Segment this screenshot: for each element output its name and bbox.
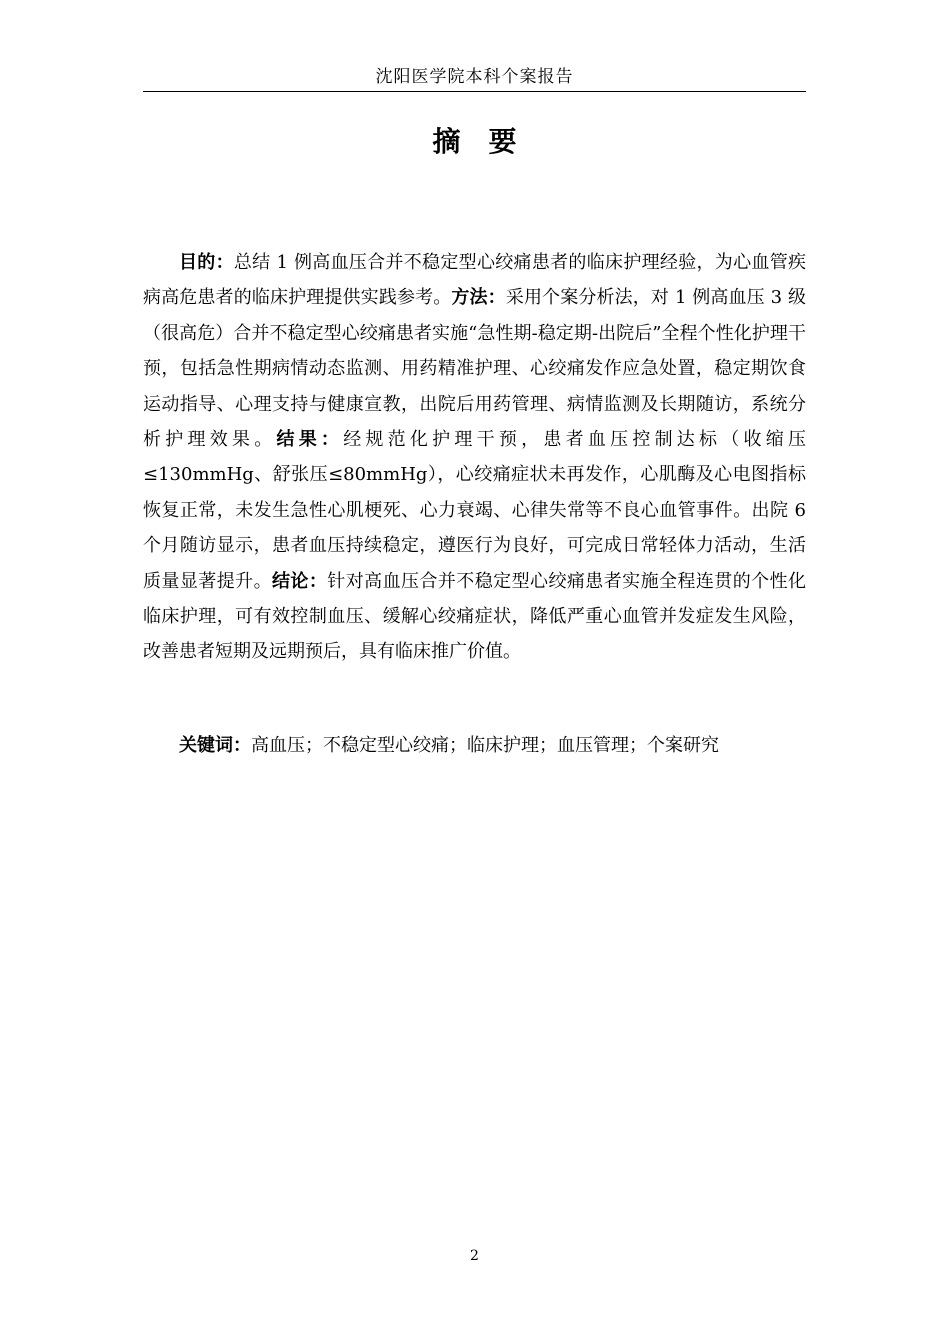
keywords-text: 高血压；不稳定型心绞痛；临床护理；血压管理；个案研究 xyxy=(251,735,719,756)
page-number: 2 xyxy=(470,1248,479,1264)
results-text: 经规范化护理干预，患者血压控制达标（收缩压≤130mmHg、舒张压≤80mmHg），心绞痛症状未再发作，心肌酶及心电图指标恢复正常，未发生急性心肌梗死、心力衰竭、心律失常等不良心血管事件。出院 6 个月随访显示，患者血压持续稳定，遵医行为良好，可完成日常轻体力活动，生活质量显著提升。 xyxy=(143,429,807,592)
title-char-1: 摘 xyxy=(432,125,461,158)
conclusion-label: 结论： xyxy=(272,570,328,592)
page-title xyxy=(143,124,806,160)
objective-label: 目的： xyxy=(179,252,234,273)
header-divider xyxy=(143,91,806,92)
objective-text: 总结 1 例高血压合并不稳定型心绞痛患者的临床护理经验，为心血管疾病高危患者的临床护理提供实践参考。 xyxy=(143,252,806,309)
methods-label: 方法： xyxy=(451,287,506,309)
running-header: 沈阳医学院本科个案报告 xyxy=(375,67,574,87)
keywords-label: 关键词： xyxy=(179,735,251,756)
methods-text: 采用个案分析法，对 1 例高血压 3 级（很高危）合并不稳定型心绞痛患者实施“急性期-稳定期-出院后”全程个性化护理干预，包括急性期病情动态监测、用药精准护理、心绞痛发作应急处置，稳定期饮食运动指导、心理支持与健康宣教，出院后用药管理、病情监测及长期随访，系统分析护理效果。 xyxy=(143,287,806,451)
results-label: 结果： xyxy=(276,429,344,451)
abstract-body xyxy=(143,245,806,670)
conclusion-text: 针对高血压合并不稳定型心绞痛患者实施全程连贯的个性化临床护理，可有效控制血压、缓解心绞痛症状，降低严重心血管并发症发生风险，改善患者短期及远期预后，具有临床推广价值。 xyxy=(143,570,807,663)
title-char-2: 要 xyxy=(488,125,517,158)
keywords-line xyxy=(143,728,806,763)
